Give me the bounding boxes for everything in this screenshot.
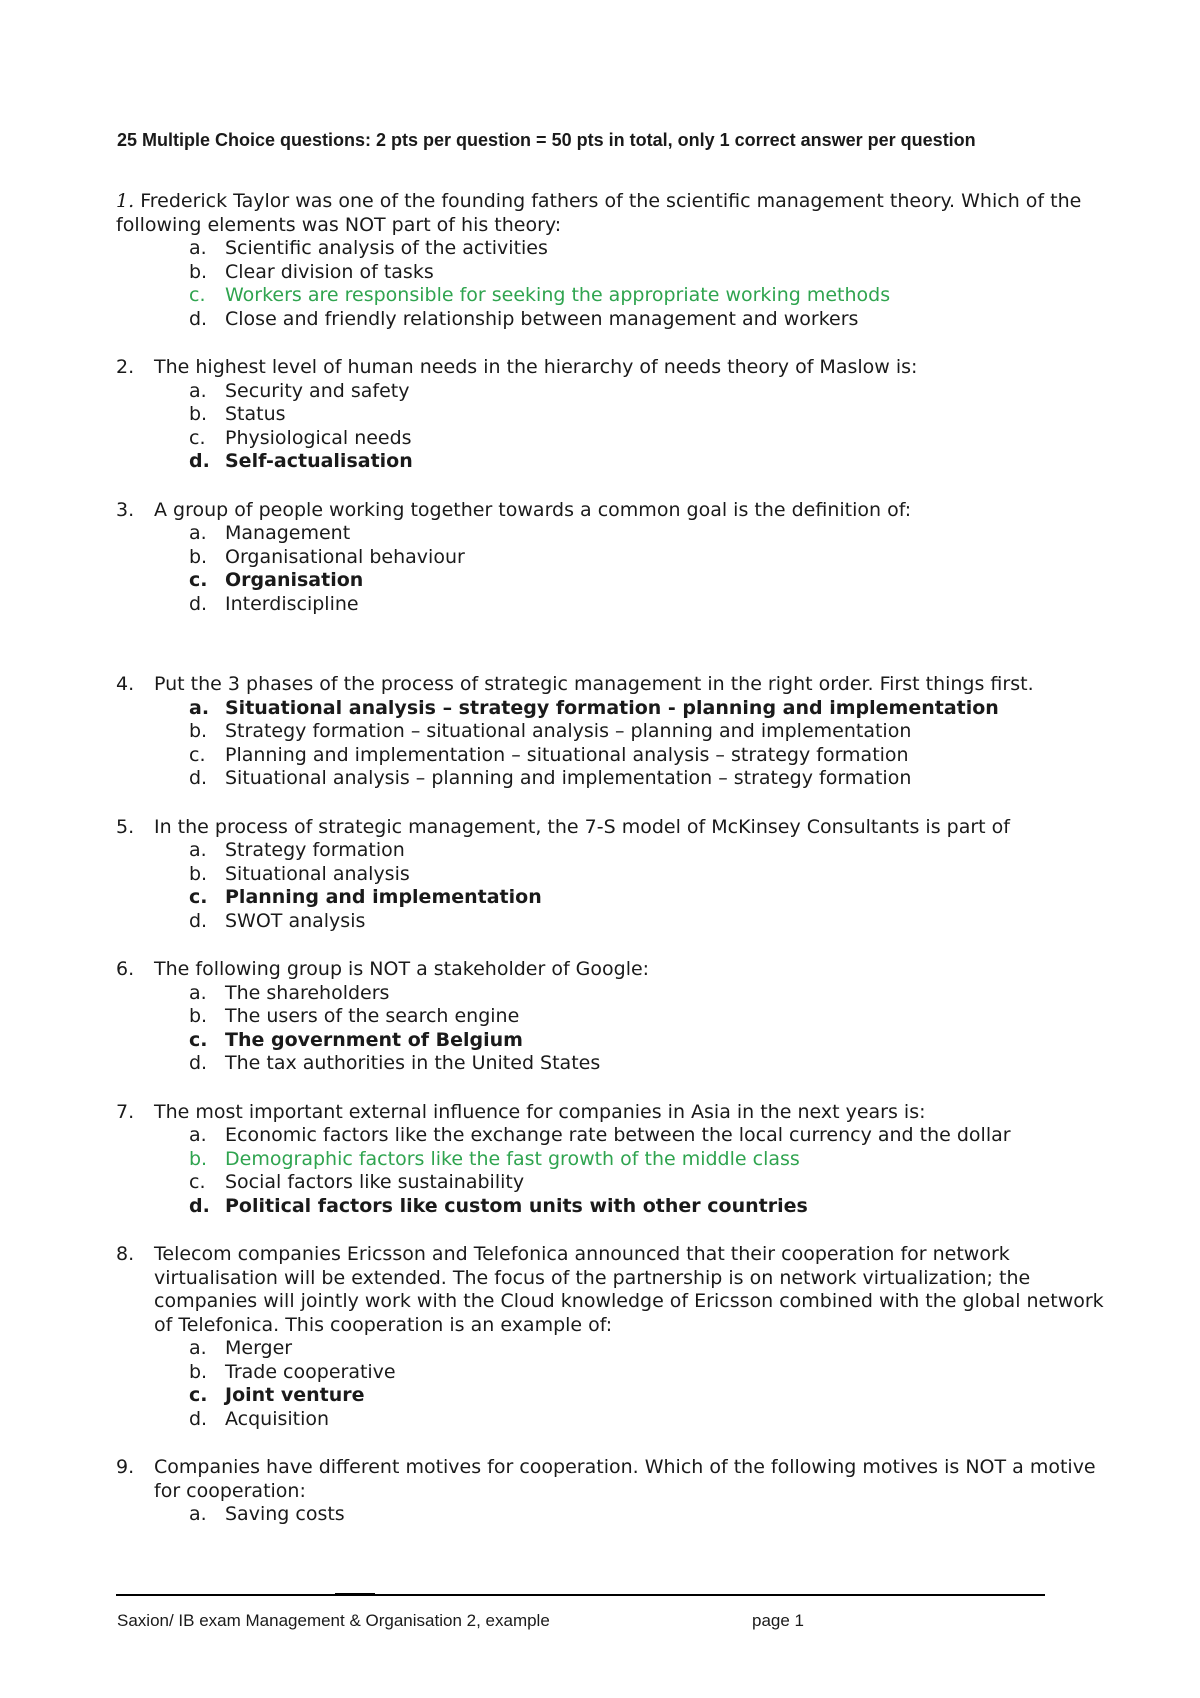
option-c: c. Social factors like sustainability [189,1171,525,1193]
question-1 [116,190,1106,331]
option-c: c. The government of Belgium [189,1028,523,1051]
question-4 [116,673,1106,791]
option-b: b. Strategy formation – situational analysis – planning and implementation [189,720,912,742]
footer-divider-accent [335,1593,375,1596]
option-c: c. Planning and implementation [189,886,542,908]
option-c: c. Organisation [189,569,364,591]
option-c: c. Planning and implementation – situational analysis – strategy formation [189,743,909,766]
option-a: a. Economic factors like the exchange rate between the local currency and the dollar [189,1124,1011,1146]
question-7 [116,1101,1106,1219]
question-2 [116,356,1106,474]
option-list [189,697,1106,791]
question-body: In the process of strategic management, the 7-S model of McKinsey Consultants is part of [154,815,1010,838]
question-9 [116,1456,1106,1527]
option-b: b. Organisational behaviour [189,545,465,568]
option-b: b. Trade cooperative [189,1360,396,1383]
question-8 [116,1243,1106,1431]
option-d: d. SWOT analysis [189,909,366,932]
option-d: d. Acquisition [189,1407,330,1430]
option-a: a. Scientific analysis of the activities [189,237,548,259]
option-d: d. Self-actualisation [189,450,413,472]
question-body: A group of people working together towards a common goal is the definition of: [154,498,912,521]
question-number: 3. [116,498,135,521]
option-c: c. Workers are responsible for seeking the appropriate working methods [189,284,891,306]
question-number: 1. [116,190,135,212]
option-list [189,839,1106,933]
question-6 [116,958,1106,1076]
option-a: a. Merger [189,1337,293,1359]
question-number: 5. [116,815,135,838]
exam-instructions: 25 Multiple Choice questions: 2 pts per question = 50 pts in total, only 1 correct answer per question [117,130,976,150]
option-a: a. Security and safety [189,379,410,402]
question-body: The most important external influence for companies in Asia in the next years is: [154,1100,926,1123]
spacer [116,641,1106,673]
option-a: a. Saving costs [189,1503,345,1525]
option-b: b. Status [189,403,286,425]
question-number: 4. [116,673,135,695]
question-body: Telecom companies Ericsson and Telefonica announced that their cooperation for network virtualisation will be extended. The focus of the partnership is on network virtualization; the companies will jointly work with the Cloud knowledge of Ericsson combined with the global network of Telefonica. This cooperation is an example of: [154,1243,1104,1336]
option-d: d. Political factors like custom units with other countries [189,1194,808,1217]
option-d: d. Interdiscipline [189,592,359,615]
option-c: c. Physiological needs [189,426,412,449]
question-body: The highest level of human needs in the hierarchy of needs theory of Maslow is: [154,356,918,378]
option-b: b. Clear division of tasks [189,260,434,283]
option-list [189,1337,1106,1431]
option-d: d. The tax authorities in the United States [189,1052,601,1074]
question-5 [116,816,1106,934]
question-list [116,190,1106,1552]
option-a: a. Situational analysis – strategy formation - planning and implementation [189,696,999,719]
question-body: Put the 3 phases of the process of strategic management in the right order. First things first. [154,673,1034,695]
question-body: The following group is NOT a stakeholder of Google: [154,958,650,980]
question-3 [116,499,1106,617]
question-number: 9. [116,1456,135,1478]
option-d: d. Situational analysis – planning and implementation – strategy formation [189,767,912,789]
option-b: b. Situational analysis [189,862,410,885]
option-list [189,1503,1106,1527]
option-list [189,237,1106,331]
option-list [189,380,1106,474]
option-list [189,1124,1106,1218]
question-number: 8. [116,1243,135,1265]
option-c: c. Joint venture [189,1384,365,1406]
option-a: a. Management [189,522,351,544]
footer-divider [375,1594,1045,1596]
question-number: 7. [116,1100,135,1123]
question-body: Frederick Taylor was one of the founding fathers of the scientific management theory. Which of the following elements was NOT part of his theory: [116,190,1082,236]
option-b: b. The users of the search engine [189,1005,520,1027]
question-text [116,190,1106,237]
option-list [189,982,1106,1076]
footer-divider [116,1594,335,1596]
option-d: d. Close and friendly relationship between management and workers [189,307,859,330]
option-b: b. Demographic factors like the fast growth of the middle class [189,1147,800,1170]
option-list [189,522,1106,616]
option-a: a. Strategy formation [189,839,405,861]
option-a: a. The shareholders [189,981,390,1004]
footer-page-number: page 1 [752,1611,804,1630]
footer-course-title: Saxion/ IB exam Management & Organisation 2, example [117,1611,550,1630]
question-number: 6. [116,958,135,980]
question-number: 2. [116,356,135,378]
question-body: Companies have different motives for cooperation. Which of the following motives is NOT a motive for cooperation: [154,1456,1096,1502]
